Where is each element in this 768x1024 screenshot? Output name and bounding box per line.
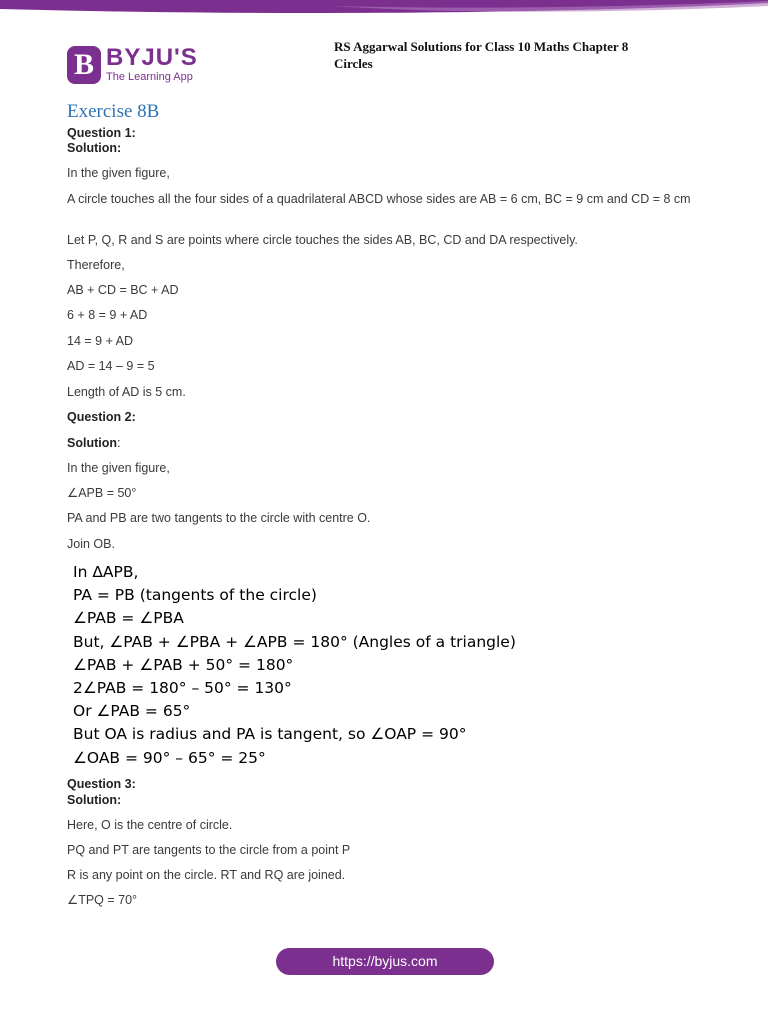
q1-line-3: Let P, Q, R and S are points where circle touches the sides AB, BC, CD and DA respectively.: [67, 233, 578, 247]
q2-solution-line-7: Or ∠PAB = 65°: [73, 702, 191, 721]
q2-solution-line-5: ∠PAB + ∠PAB + 50° = 180°: [73, 655, 294, 674]
logo-tagline: The Learning App: [106, 71, 193, 83]
byjus-url-link[interactable]: https://byjus.com: [276, 948, 494, 975]
q3-line-1: Here, O is the centre of circle.: [67, 818, 233, 832]
question-3-solution-label: Solution:: [67, 793, 122, 807]
q1-line-9: Length of AD is 5 cm.: [67, 385, 186, 399]
q2-solution-line-4: But, ∠PAB + ∠PBA + ∠APB = 180° (Angles of a triangle): [73, 632, 516, 651]
solution-label-colon: :: [117, 436, 121, 450]
q1-line-7: 14 = 9 + AD: [67, 334, 134, 348]
question-2-solution-label: [67, 435, 120, 451]
q2-solution-line-1: In ΔAPB,: [73, 563, 139, 581]
top-decorative-band: [0, 0, 768, 22]
q2-solution-line-9: ∠OAB = 90° – 65° = 25°: [73, 748, 266, 767]
solution-label-text: Solution: [67, 436, 117, 450]
q1-line-8: AD = 14 – 9 = 5: [67, 359, 155, 373]
q3-line-2: PQ and PT are tangents to the circle from a point P: [67, 843, 351, 857]
exercise-title: Exercise 8B: [67, 101, 160, 122]
document-header-title: [334, 38, 694, 72]
logo-name: BYJU'S: [106, 44, 198, 71]
q2-solution-line-6: 2∠PAB = 180° – 50° = 130°: [73, 679, 292, 698]
q2-solution-line-8: But OA is radius and PA is tangent, so ∠OAP = 90°: [73, 725, 467, 744]
q1-line-4: Therefore,: [67, 258, 125, 272]
q3-line-3: R is any point on the circle. RT and RQ are joined.: [67, 868, 346, 882]
header-title-line-1: RS Aggarwal Solutions for Class 10 Maths Chapter 8: [334, 39, 629, 54]
q1-line-1: In the given figure,: [67, 166, 170, 180]
q2-line-4: Join OB.: [67, 537, 115, 551]
q1-line-2: A circle touches all the four sides of a quadrilateral ABCD whose sides are AB = 6 cm, BC = 9 cm and CD = 8 cm: [67, 192, 691, 206]
logo-mark: B: [67, 46, 101, 84]
q3-line-4: ∠TPQ = 70°: [67, 893, 138, 907]
byjus-logo: [67, 44, 198, 86]
q2-line-2: ∠APB = 50°: [67, 486, 137, 500]
q2-solution-line-2: PA = PB (tangents of the circle): [73, 586, 317, 605]
header-title-line-2: Circles: [334, 56, 373, 71]
question-2-worked-solution: [73, 561, 516, 770]
q2-solution-line-3: ∠PAB = ∠PBA: [73, 609, 184, 628]
q2-line-1: In the given figure,: [67, 461, 170, 475]
q2-line-3: PA and PB are two tangents to the circle with centre O.: [67, 511, 371, 525]
question-3-heading: Question 3:: [67, 777, 136, 791]
question-1-heading: Question 1:: [67, 126, 136, 140]
q1-line-5: AB + CD = BC + AD: [67, 283, 179, 297]
question-1-solution-label: Solution:: [67, 141, 122, 155]
q1-line-6: 6 + 8 = 9 + AD: [67, 308, 148, 322]
question-2-heading: Question 2:: [67, 410, 136, 424]
